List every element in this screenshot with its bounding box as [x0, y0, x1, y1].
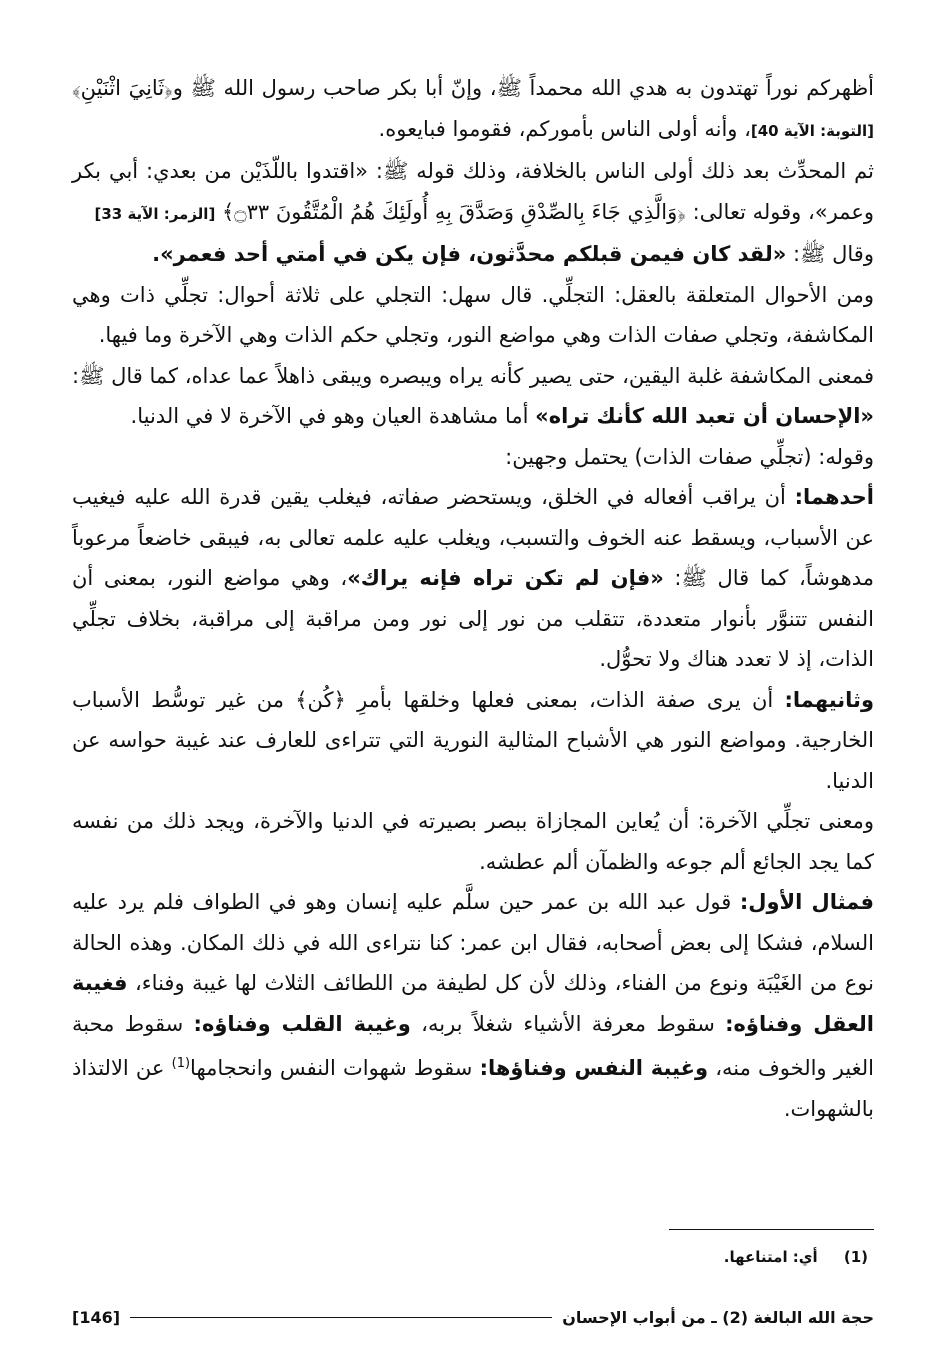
hadith-quote: «فإن لم تكن تراه فإنه يراك» — [347, 566, 664, 590]
text-run: فمعنى المكاشفة غلبة اليقين، حتى يصير كأنه يراه ويبصره ويبقى ذاهلاً عما عداه، كما قال ﷺ: — [72, 363, 874, 388]
text-run: أظهركم نوراً تهتدون به هدي الله محمداً ﷺ، وإنّ أبا بكر صاحب رسول الله ﷺ و﴿ثَانِيَ اثْنَيْنِ﴾ — [72, 76, 874, 100]
text-run: أما مشاهدة العيان وهو في الآخرة لا في الدنيا. — [130, 404, 536, 428]
paragraph — [72, 68, 874, 151]
text-run: ومعنى تجلِّي الآخرة: أن يُعاين المجازاة ببصر بصيرته في الدنيا والآخرة، ويجد ذلك من نفسه كما يجد الجائع ألم جوعه والظمآن ألم عطشه. — [72, 809, 874, 874]
body-text — [72, 68, 874, 1129]
paragraph — [72, 234, 874, 275]
paragraph — [72, 882, 874, 1129]
paragraph — [72, 151, 874, 234]
verse-reference: [التوبة: الآية 40] — [750, 121, 874, 140]
text-run: سقوط معرفة الأشياء شغلاً بربه، — [410, 1011, 726, 1036]
section-label: وغيبة القلب وفناؤه: — [193, 1011, 411, 1036]
footnote-marker: (1) — [171, 1056, 191, 1071]
paragraph — [72, 437, 874, 478]
section-label: فغيبة العقل وفناؤه: — [72, 971, 875, 1036]
hadith-quote: «الإحسان أن تعبد الله كأنك تراه» — [535, 404, 874, 428]
text-run: سقوط شهوات النفس وانحجامها — [190, 1056, 480, 1080]
text-run: قول عبد الله بن عمر حين سلَّم عليه إنسان وهو في الطواف فلم يرد عليه السلام، فشكا إلى بعض أصحابه، فقال ابن عمر: كنا نتراءى الله في ذلك المكان. وهذه الحالة نوع من الغَيْبَة ونوع من الفناء، وذلك لأن كل لطيفة من اللطائف الثلاث لها غيبة وفناء، — [72, 890, 874, 995]
section-label: وغيبة النفس وفناؤها: — [479, 1056, 709, 1080]
footer-divider — [130, 1317, 552, 1318]
verse-reference: [الزمر: الآية 33] — [94, 204, 216, 223]
page-number: [146] — [72, 1307, 121, 1327]
section-label: أحدهما: — [794, 485, 874, 509]
text-run: ومن الأحوال المتعلقة بالعقل: التجلِّي. قال سهل: التجلي على ثلاثة أحوال: تجلِّي ذات وهي المكاشفة، وتجلي صفات الذات وهي مواضع النور، وتجلي حكم الذات وهي الآخرة وما فيها. — [72, 282, 874, 347]
paragraph — [72, 275, 874, 356]
book-title: حجة الله البالغة (2) ـ من أبواب الإحسان — [562, 1307, 874, 1327]
text-run: ، وأنه أولى الناس بأموركم، فقوموا فبايعوه. — [378, 116, 751, 141]
footnote-divider — [669, 1229, 874, 1230]
footnote-number: (1) — [843, 1248, 868, 1266]
hadith-quote: «لقد كان فيمن قبلكم محدَّثون، فإن يكن في أمتي أحد فعمر». — [152, 242, 787, 266]
footnote — [72, 1244, 868, 1270]
text-run: ، وهي مواضع النور، بمعنى أن النفس تتنوَّر بأنوار متعددة، تتقلب من نور إلى نور ومن مراقبة إلى مراقبة، بخلاف تجلِّي الذات، إذ لا تعدد هناك ولا تحوُّل. — [72, 566, 874, 671]
text-run: وقوله: (تجلِّي صفات الذات) يحتمل وجهين: — [505, 444, 874, 469]
text-run: أن يرى صفة الذات، بمعنى فعلها وخلقها بأمرِ ﴿كُن﴾ من غير توسُّط الأسباب الخارجية. ومواضع النور هي الأشباح المثالية النورية التي تتراءى للعارف عند غيبة حواسه عن الدنيا. — [72, 687, 874, 793]
paragraph — [72, 477, 874, 680]
text-run: أن يراقب أفعاله في الخلق، ويستحضر صفاته، فيغلب يقين قدرة الله عليه فيغيب عن الأسباب، ويسقط عنه الخوف والتسبب، ويغلب عليه علمه تعالى به، فيبقى خاضعاً مرعوباً مدهوشاً، كما قال ﷺ: — [72, 485, 874, 590]
footnote-spacer — [823, 1248, 839, 1266]
text-run: وقال ﷺ: — [786, 242, 874, 266]
text-run: سقوط محبة الغير والخوف منه، — [72, 1011, 875, 1080]
paragraph — [72, 356, 874, 437]
paragraph — [72, 801, 874, 882]
section-label: وثانيهما: — [784, 687, 874, 712]
page-footer — [72, 1304, 874, 1330]
text-run: ثم المحدِّث بعد ذلك أولى الناس بالخلافة، وذلك قوله ﷺ: «اقتدوا باللّذَيْن من بعدي: أبي بكر وعمر»، وقوله تعالى: ﴿وَالَّذِي جَاءَ بِالصِّدْقِ وَصَدَّقَ بِهِ أُولَئِكَ هُمُ الْمُتَّقُونَ ۝٣٣﴾ — [72, 159, 874, 224]
paragraph — [72, 680, 874, 802]
section-label: فمثال الأول: — [739, 890, 874, 914]
footnote-text: أي: امتناعها. — [723, 1248, 818, 1266]
text-run: عن الالتذاذ بالشهوات. — [72, 1056, 874, 1121]
